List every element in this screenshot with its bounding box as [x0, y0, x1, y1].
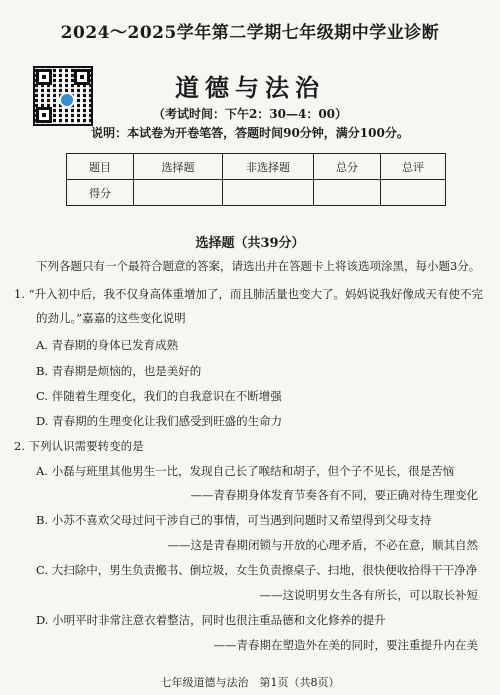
page-footer: 七年级道德与法治 第1页（共8页） — [160, 676, 340, 689]
score-table-header-row — [67, 154, 446, 180]
question-1-option-c: C. 伴随着生理变化，我们的自我意识在不断增强 — [36, 389, 282, 403]
section-title: 选择题（共39分） — [195, 236, 305, 251]
score-cell-choice — [134, 180, 223, 206]
score-header-cell: 总分 — [314, 154, 381, 180]
question-2-option-d-note: ——青春期在塑造外在美的同时，要注重提升内在美 — [213, 638, 478, 652]
question-1-option-b: B. 青春期是烦恼的，也是美好的 — [36, 364, 202, 378]
score-header-cell: 选择题 — [134, 154, 223, 180]
score-table — [66, 153, 446, 206]
subject-title: 道德与法治 — [175, 73, 325, 102]
score-table-score-row — [67, 180, 446, 206]
question-2-option-d: D. 小明平时非常注意衣着整洁，同时也很注重品德和文化修养的提升 — [36, 613, 386, 627]
question-1-stem-line2: 的劲儿。”嘉嘉的这些变化说明 — [36, 311, 186, 325]
question-1-option-a: A. 青春期的身体已发育成熟 — [36, 338, 179, 352]
score-header-cell: 非选择题 — [223, 154, 314, 180]
question-2-option-a-note: ——青春期身体发育节奏各有不同，要正确对待生理变化 — [190, 488, 478, 502]
score-cell-total — [314, 180, 381, 206]
exam-header-title: 2024～2025学年第二学期七年级期中学业诊断 — [60, 23, 440, 43]
score-cell-nonchoice — [223, 180, 314, 206]
score-row-label: 得分 — [67, 180, 134, 206]
question-2-option-b: B. 小苏不喜欢父母过问干涉自己的事情，可当遇到问题时又希望得到父母支持 — [36, 513, 432, 527]
score-header-cell: 题目 — [67, 154, 134, 180]
question-2-stem: 2. 下列认识需要转变的是 — [14, 439, 144, 453]
exam-instructions: 说明：本试卷为开卷笔答，答题时间90分钟，满分100分。 — [91, 126, 409, 140]
question-1-stem-line1: 1. “升入初中后，我不仅身高体重增加了，而且肺活量也变大了。妈妈说我好像成天有使不完 — [14, 287, 484, 301]
score-header-cell: 总评 — [381, 154, 446, 180]
exam-time: （考试时间：下午2：30—4：00） — [152, 107, 348, 121]
question-1-option-d: D. 青春期的生理变化让我们感受到旺盛的生命力 — [36, 414, 283, 428]
question-2-option-b-note: ——这是青春期闭锁与开放的心理矛盾，不必在意，顺其自然 — [167, 538, 478, 552]
question-2-option-a: A. 小磊与班里其他男生一比，发现自己长了喉结和胡子，但个子不见长，很是苦恼 — [36, 464, 455, 478]
question-2-option-c-note: ——这说明男女生各有所长，可以取长补短 — [259, 588, 478, 602]
section-instruction: 下列各题只有一个最符合题意的答案，请选出并在答题卡上将该选项涂黑，每小题3分。 — [36, 259, 481, 273]
score-cell-comment — [381, 180, 446, 206]
question-2-option-c: C. 大扫除中，男生负责搬书、倒垃圾，女生负责擦桌子、扫地，很快便收拾得干干净净 — [36, 563, 478, 577]
